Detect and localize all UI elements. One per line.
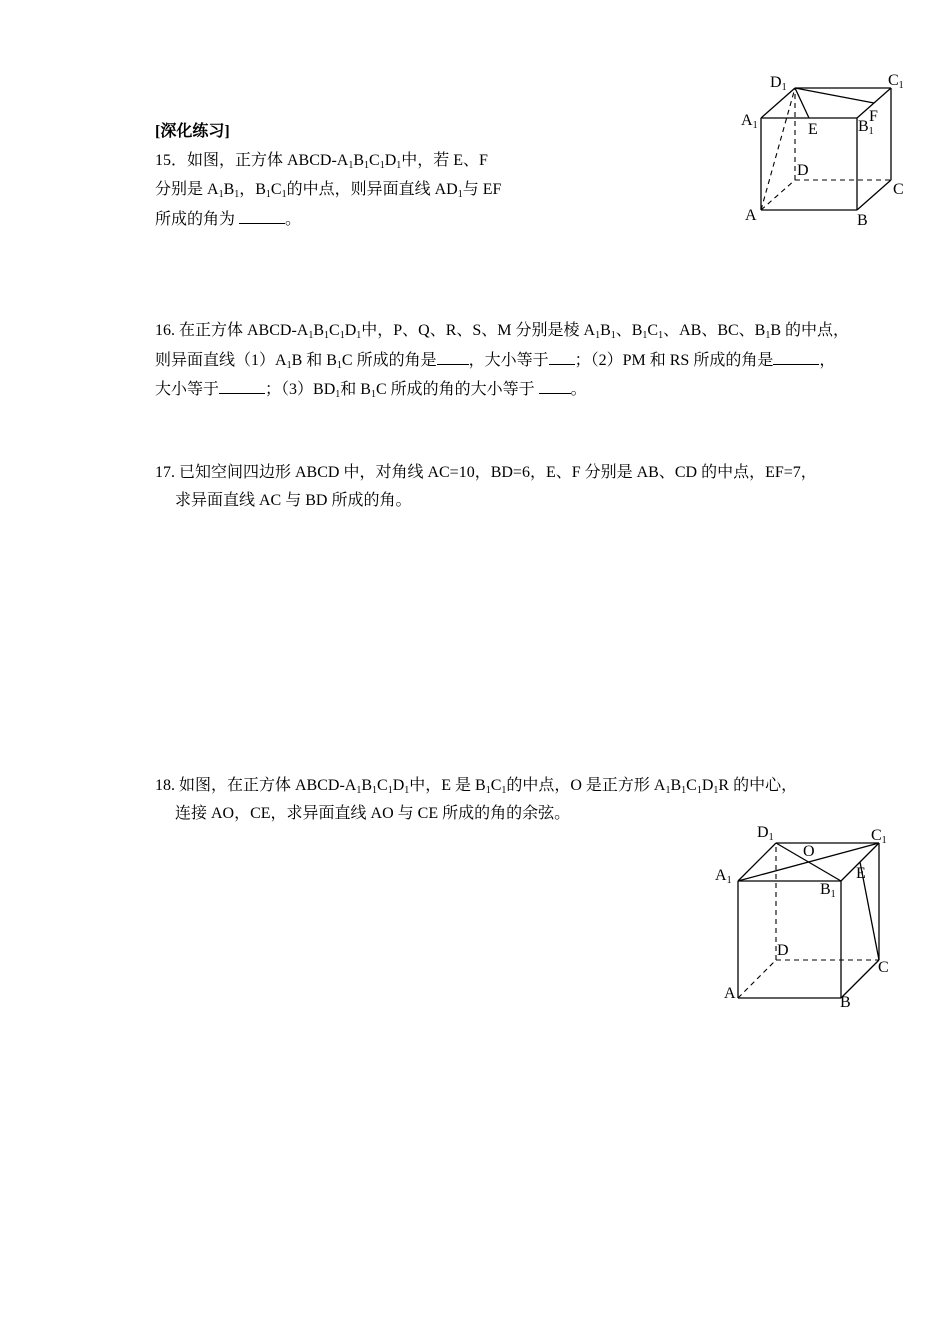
q17-line-2: 求异面直线 AC 与 BD 所成的角。 (175, 492, 412, 509)
label-A1: A1 (741, 112, 758, 131)
answer-blank (219, 379, 265, 394)
label-O: O (803, 843, 815, 860)
label-D: D (777, 942, 789, 959)
cube-figure-2 (710, 820, 900, 1010)
label-E: E (808, 121, 818, 138)
label-C: C (893, 181, 904, 198)
label-E: E (856, 865, 866, 882)
label-A: A (745, 207, 757, 224)
label-F: F (869, 108, 878, 125)
label-B1: B1 (858, 118, 874, 137)
q15-line-3: 所成的角为 。 (155, 211, 302, 228)
q15-line-2: 分别是 $A_1B_1$，$B_1C_1$的中点，则异面直线 $AD_1$与 EF (155, 181, 502, 200)
label-A: A (724, 985, 736, 1002)
q18-line-2: 连接 AO，CE，求异面直线 AO 与 CE 所成的角的余弦。 (175, 805, 571, 822)
q16-line-1: 16. 在正方体 ABCD-$A_1B_1C_1D_1$中，P、Q、R、S、M 分别是棱 $A_1B_1$、$B_1C_1$、AB、BC、$B_1B$ 的中点， (155, 322, 850, 341)
label-A1: A1 (715, 867, 732, 886)
section-title: [深化练习] (155, 123, 230, 140)
label-D: D (797, 162, 809, 179)
label-C1: C1 (888, 72, 904, 91)
label-C: C (878, 959, 889, 976)
q18-line-1: 18. 如图，在正方体 ABCD-$A_1B_1C_1D_1$中，E 是 $B_1C_1$的中点，O 是正方形 $A_1B_1C_1D_1R$ 的中心， (155, 777, 798, 796)
q16-line-2: 则异面直线$(1)A_1B$ 和 $B_1C$ 所成的角是 ，大小等于 ；（2）PM 和 RS 所成的角是 ， (155, 352, 836, 371)
q17-line-1: 17. 已知空间四边形 ABCD 中，对角线 AC=10，BD=6，E、F 分别是 AB、CD 的中点，EF=7， (155, 464, 817, 481)
label-D1: D1 (770, 74, 787, 93)
answer-blank (549, 350, 575, 365)
label-B: B (840, 994, 851, 1011)
answer-blank (539, 379, 571, 394)
label-B: B (857, 212, 868, 229)
cube-figure-1 (740, 68, 920, 238)
label-B1: B1 (820, 881, 836, 900)
label-D1: D1 (757, 824, 774, 843)
q16-line-3: 大小等于 ；$(3)BD_1$和 $B_1C$ 所成的角的大小等于 。 (155, 381, 587, 400)
answer-blank (239, 209, 285, 224)
answer-blank (437, 350, 469, 365)
label-C1: C1 (871, 827, 887, 846)
answer-blank (773, 350, 819, 365)
q15-line-1: 15．如图，正方体 ABCD-$A_1B_1C_1D_1$中，若 E、F (155, 152, 488, 171)
